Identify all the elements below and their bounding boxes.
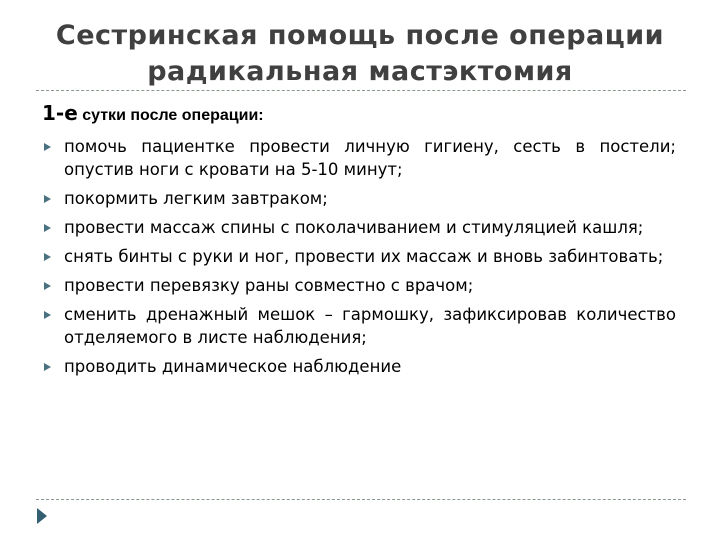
list-item-text: помочь пациентке провести личную гигиену, сесть в постели; опустив ноги с кровати на 5-10 минут; (64, 137, 676, 179)
triangle-bullet-icon (44, 224, 51, 232)
slide-body (36, 100, 676, 384)
list-item (36, 245, 676, 268)
heading-day-number: 1-е (42, 101, 78, 125)
list-item-text: провести массаж спины с поколачиванием и стимуляцией кашля; (64, 218, 644, 237)
heading-day-text: сутки после операции: (77, 107, 264, 124)
triangle-bullet-icon (44, 143, 51, 151)
navigation-arrow-icon[interactable] (37, 508, 47, 524)
triangle-bullet-icon (44, 363, 51, 371)
list-item-text: покормить легким завтраком; (64, 189, 328, 208)
list-item (36, 135, 676, 181)
task-list (36, 135, 676, 378)
list-item (36, 355, 676, 378)
triangle-bullet-icon (44, 253, 51, 261)
top-divider (36, 90, 686, 91)
list-item (36, 303, 676, 349)
slide-title-line-1: Сестринская помощь после операции (55, 20, 665, 51)
list-item (36, 274, 676, 297)
triangle-bullet-icon (44, 311, 51, 319)
section-heading (42, 100, 676, 129)
bottom-divider (36, 499, 686, 500)
list-item-text: снять бинты с руки и ног, провести их массаж и вновь забинтовать; (64, 247, 664, 266)
list-item (36, 216, 676, 239)
triangle-bullet-icon (44, 282, 51, 290)
slide-title (20, 18, 700, 90)
list-item (36, 187, 676, 210)
list-item-text: сменить дренажный мешок – гармошку, зафиксировав количество отделяемого в листе наблюдения; (64, 305, 676, 347)
slide-title-line-2: радикальная мастэктомия (147, 56, 573, 87)
triangle-bullet-icon (44, 195, 51, 203)
list-item-text: провести перевязку раны совместно с врачом; (64, 276, 474, 295)
list-item-text: проводить динамическое наблюдение (64, 357, 402, 376)
